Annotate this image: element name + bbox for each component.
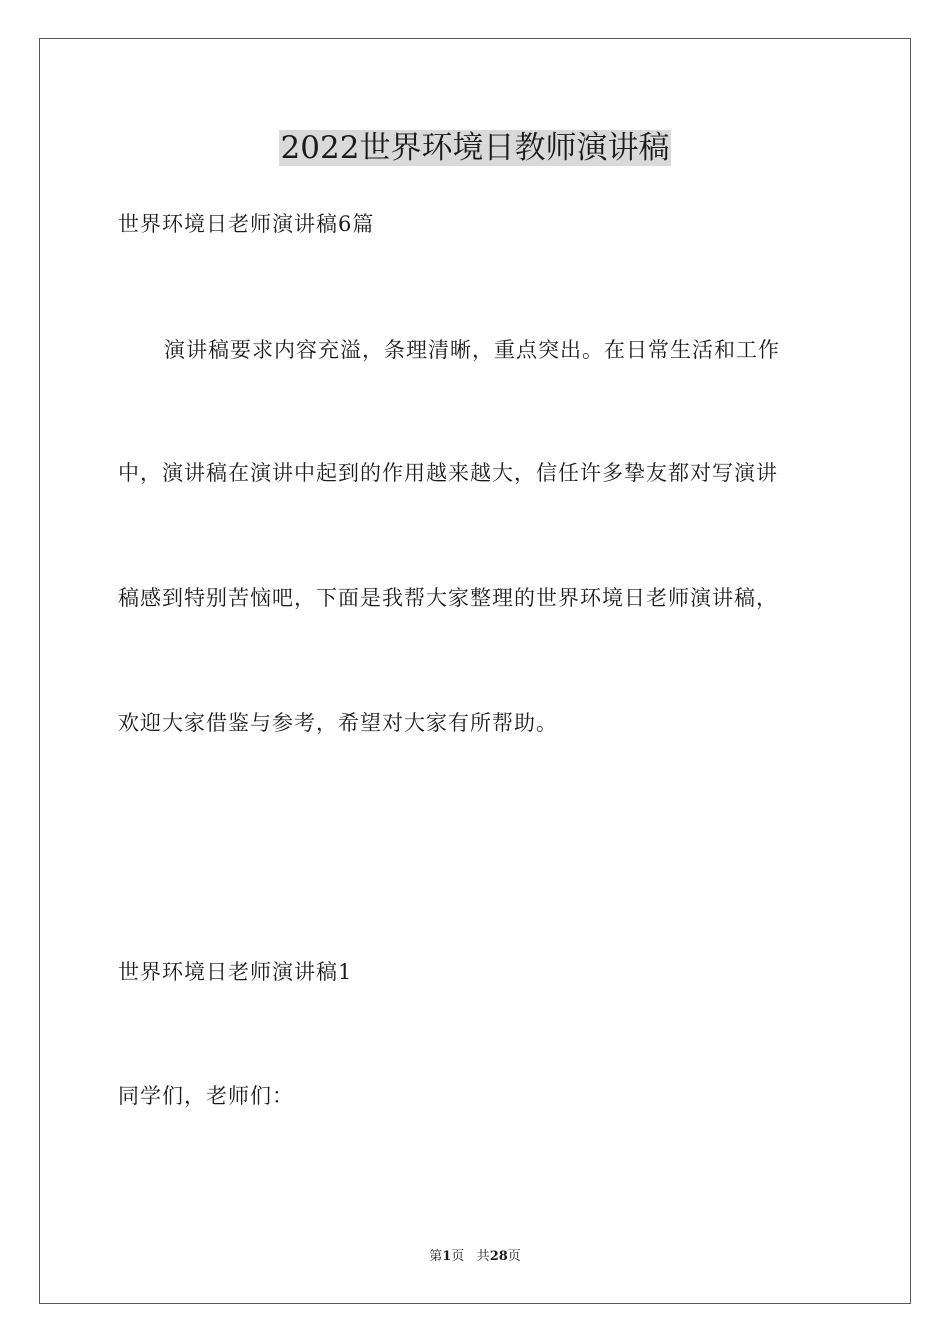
intro-line-4: 欢迎大家借鉴与参考，希望对大家有所帮助。 bbox=[118, 711, 558, 735]
page-prefix: 第 bbox=[429, 1249, 443, 1264]
section-heading: 世界环境日老师演讲稿1 bbox=[118, 960, 353, 984]
document-title-text: 2022世界环境日教师演讲稿 bbox=[280, 130, 670, 166]
document-title bbox=[0, 126, 950, 170]
total-prefix: 共 bbox=[476, 1249, 490, 1264]
intro-line-1: 演讲稿要求内容充溢，条理清晰，重点突出。在日常生活和工作 bbox=[164, 338, 780, 362]
document-subtitle: 世界环境日老师演讲稿6篇 bbox=[118, 212, 375, 236]
intro-line-3: 稿感到特别苦恼吧，下面是我帮大家整理的世界环境日老师演讲稿， bbox=[118, 586, 778, 610]
total-pages: 28 bbox=[489, 1249, 508, 1264]
salutation: 同学们，老师们： bbox=[118, 1084, 294, 1108]
total-suffix: 页 bbox=[507, 1249, 521, 1264]
intro-line-2: 中，演讲稿在演讲中起到的作用越来越大，信任许多挚友都对写演讲 bbox=[118, 461, 778, 485]
page-suffix: 页 bbox=[451, 1249, 465, 1264]
page-footer bbox=[0, 1248, 950, 1266]
page-number: 1 bbox=[442, 1249, 452, 1264]
